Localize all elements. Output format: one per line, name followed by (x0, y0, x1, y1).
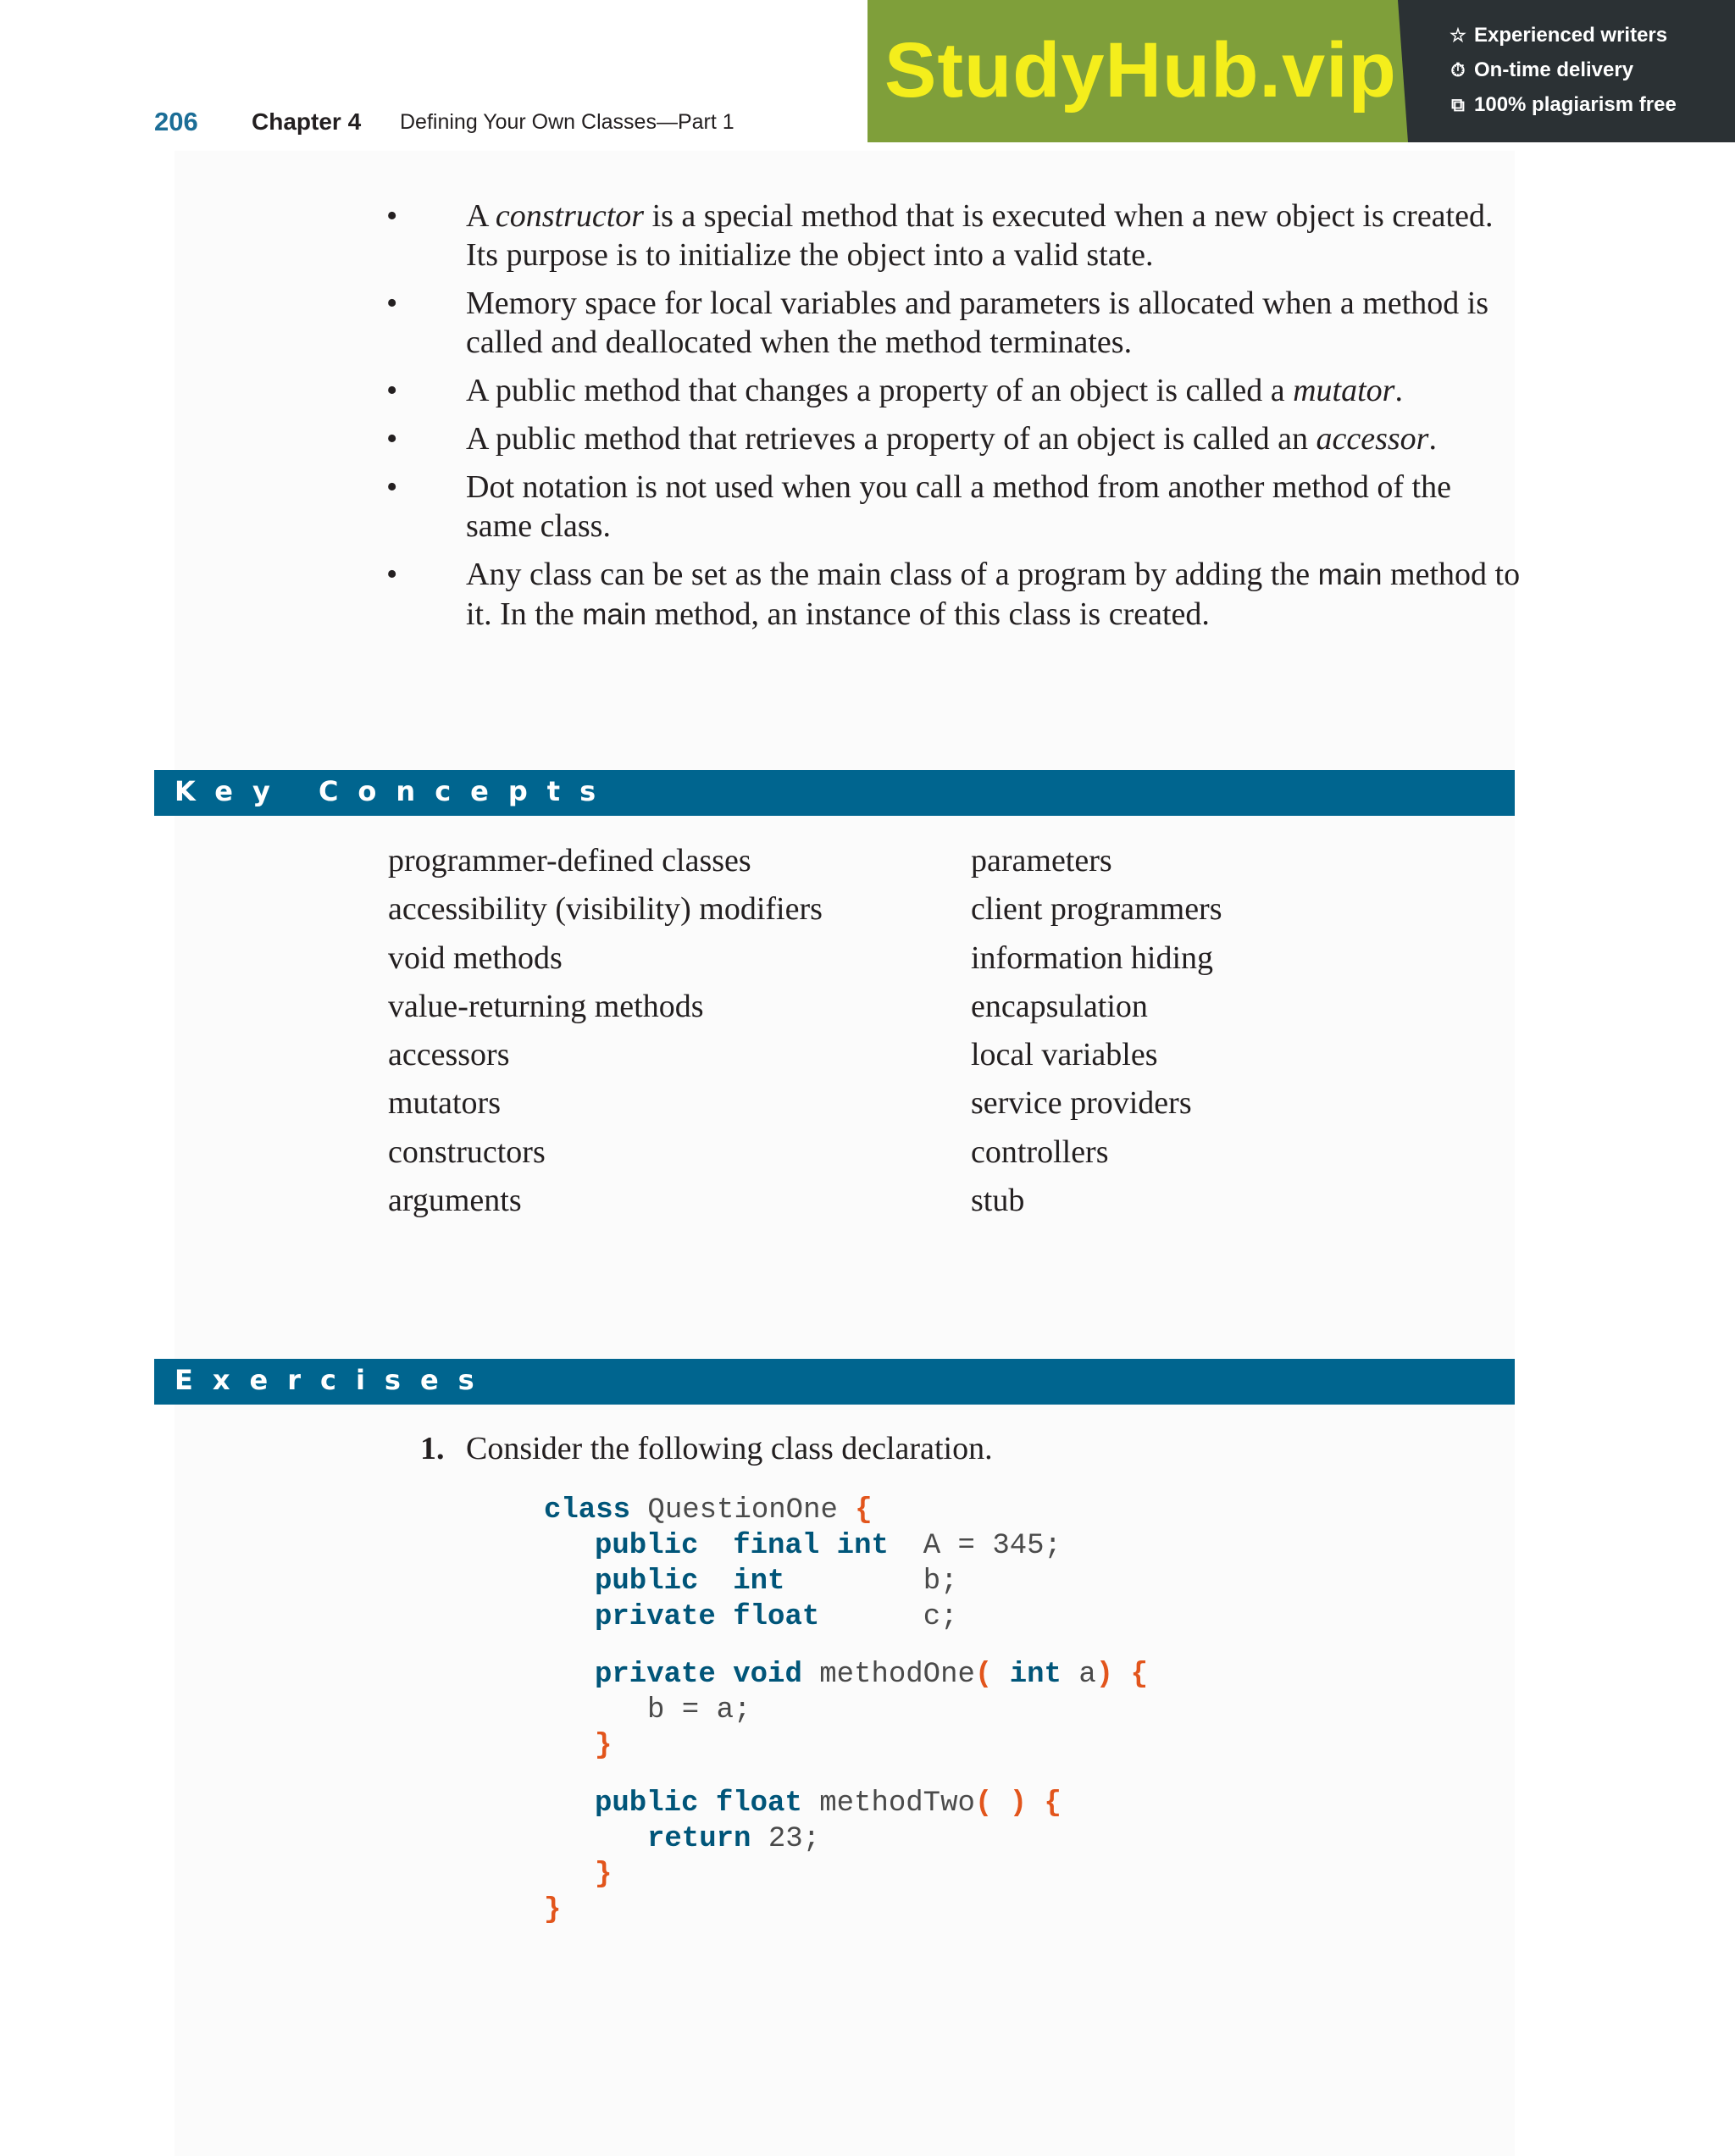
page-number: 206 (154, 107, 198, 136)
summary-bullet-list (386, 197, 1522, 644)
list-item: constructors (388, 1133, 546, 1170)
list-item: • Memory space for local variables and parameters is allocated when a method is called and deallocated when the method terminates. (386, 285, 1489, 360)
list-item: encapsulation (971, 988, 1148, 1024)
list-item: • Any class can be set as the main class of a program by adding the main method to it. In the main method, an instance of this class is created. (386, 557, 1521, 632)
code-line: return 23; (647, 1823, 821, 1855)
list-item: • A public method that retrieves a property of an object is called an accessor. (386, 421, 1437, 457)
list-item: mutators (388, 1085, 501, 1122)
key-concepts-heading-bar (154, 770, 1515, 816)
section-title: Exercises (175, 1364, 494, 1396)
chapter-title: Defining Your Own Classes—Part 1 (400, 110, 734, 134)
clock-icon: ⏱ (1450, 59, 1466, 80)
section-title: Key Concepts (175, 775, 616, 807)
list-item: accessibility (visibility) modifiers (388, 891, 823, 928)
list-item: void methods (388, 939, 563, 976)
exercise-item (420, 1430, 993, 1467)
list-item: • A constructor is a special method that is executed when a new object is created. Its purpose is to initialize the object into a valid state. (386, 198, 1494, 273)
code-line: b = a; (647, 1694, 751, 1726)
list-item: • Dot notation is not used when you call a method from another method of the same class. (386, 469, 1451, 544)
code-listing (544, 1493, 1148, 1926)
code-line: } (595, 1730, 613, 1762)
list-item: client programmers (971, 891, 1222, 928)
list-item: stub (971, 1183, 1025, 1219)
code-line: public final int A = 345; (595, 1530, 1062, 1562)
exercise-number: 1. (420, 1431, 445, 1466)
exercise-text: Consider the following class declaration. (466, 1431, 993, 1466)
code-line: class QuestionOne { (544, 1494, 873, 1527)
perk-label: On-time delivery (1474, 58, 1634, 81)
code-line: public int b; (595, 1566, 958, 1598)
list-item: information hiding (971, 939, 1214, 976)
list-item: local variables (971, 1037, 1158, 1073)
list-item: service providers (971, 1085, 1192, 1122)
perk-on-time-delivery (1449, 58, 1633, 82)
list-item: value-returning methods (388, 988, 704, 1024)
code-line: private void methodOne( int a) { (595, 1659, 1148, 1691)
perk-plagiarism-free (1449, 93, 1677, 117)
list-item: parameters (971, 843, 1112, 878)
list-item: accessors (388, 1037, 510, 1073)
star-outline-icon: ☆ (1450, 25, 1466, 46)
brand-logo[interactable]: StudyHub.vip (884, 27, 1397, 114)
code-line: } (544, 1894, 562, 1926)
perk-experienced-writers (1449, 24, 1667, 47)
list-item: controllers (971, 1133, 1109, 1170)
copy-icon: ⧉ (1451, 94, 1465, 115)
code-line: } (595, 1859, 613, 1891)
perk-label: Experienced writers (1474, 24, 1668, 47)
key-concepts-left-column (388, 837, 823, 1225)
code-line: private float c; (595, 1601, 958, 1633)
list-item: programmer-defined classes (388, 843, 751, 878)
perk-label: 100% plagiarism free (1474, 93, 1677, 116)
chapter-label: Chapter 4 (252, 108, 362, 135)
exercises-heading-bar (154, 1359, 1515, 1405)
list-item: arguments (388, 1183, 522, 1219)
key-concepts-right-column (971, 837, 1222, 1225)
code-line: public float methodTwo( ) { (595, 1787, 1062, 1820)
list-item: • A public method that changes a property of an object is called a mutator. (386, 373, 1403, 408)
page-header (0, 100, 932, 151)
